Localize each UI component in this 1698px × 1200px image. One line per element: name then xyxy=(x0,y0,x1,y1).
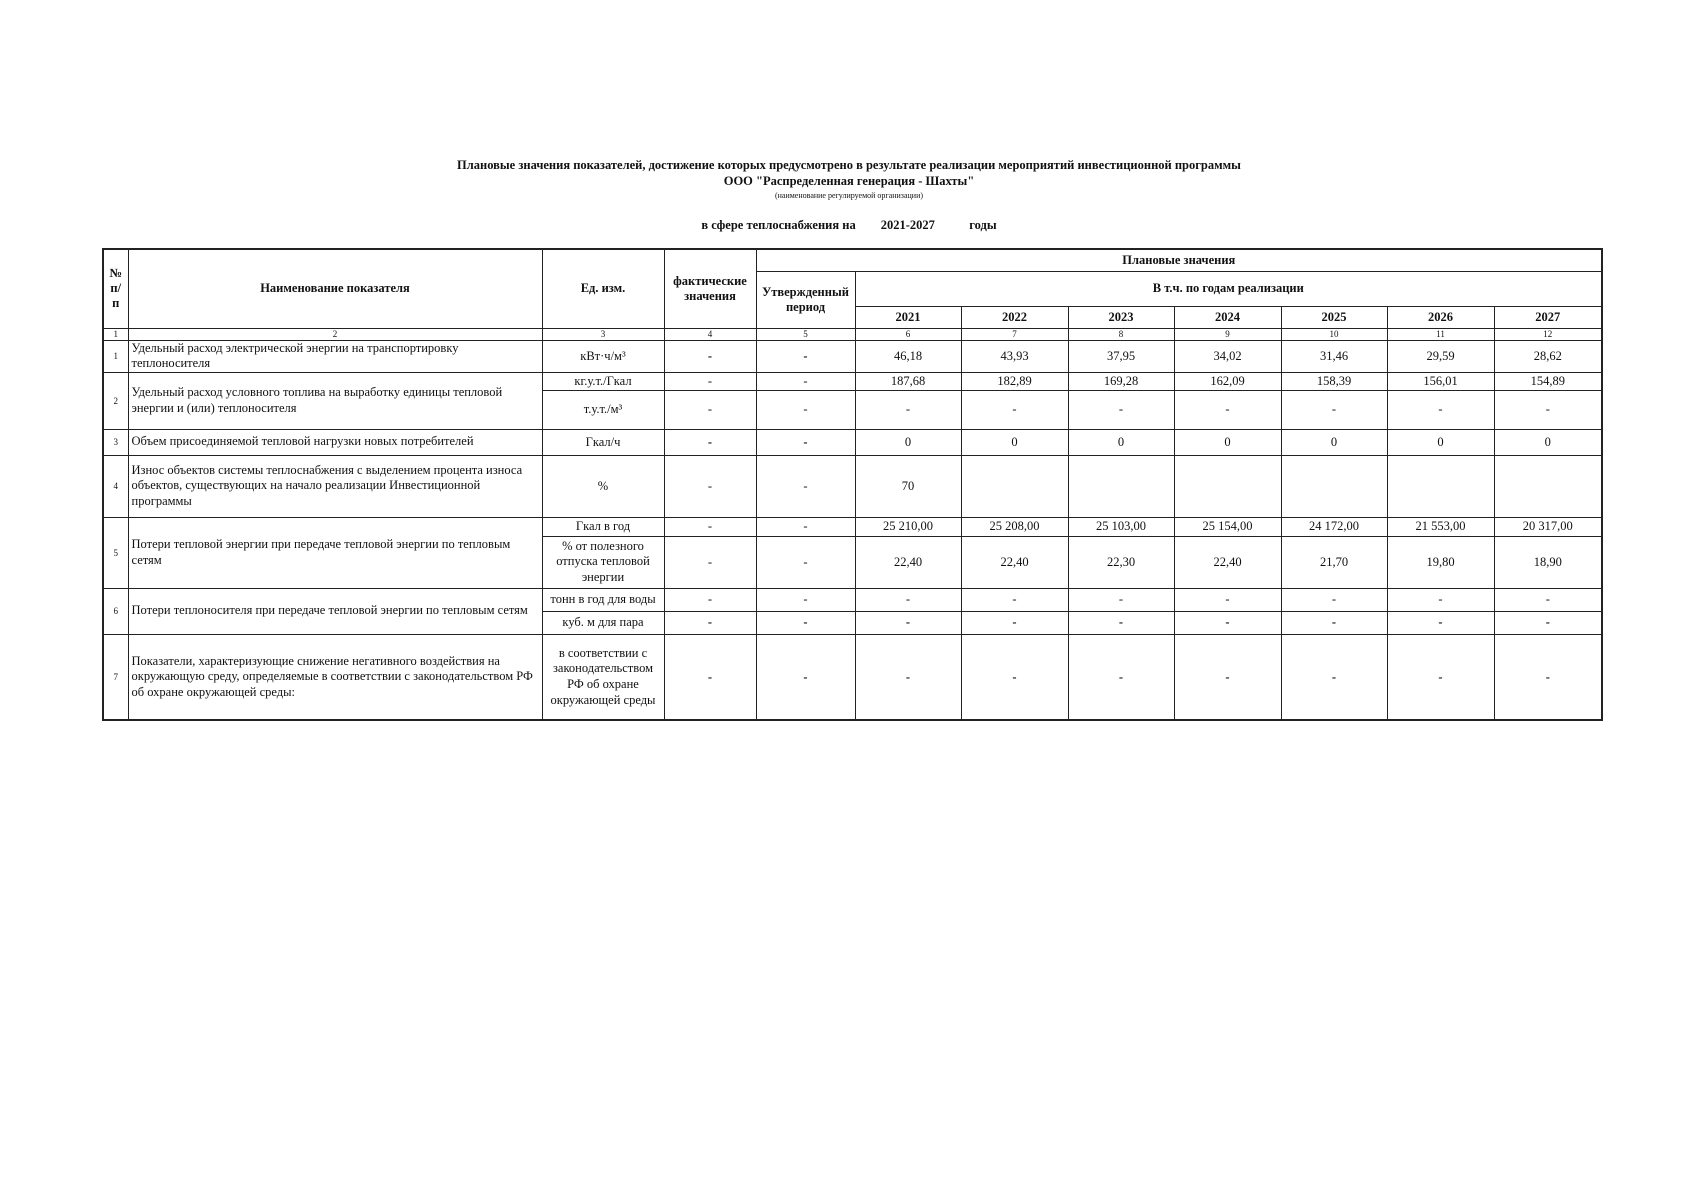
table-row xyxy=(103,372,1602,390)
year-value: 20 317,00 xyxy=(1494,517,1602,536)
year-value: 22,40 xyxy=(855,536,961,588)
approved-value: - xyxy=(756,340,855,372)
year-value: - xyxy=(1494,390,1602,429)
header-unit: Ед. изм. xyxy=(542,249,664,328)
period-value: 2021-2027 xyxy=(880,218,935,232)
year-value: - xyxy=(1494,634,1602,720)
years-word: годы xyxy=(969,218,997,232)
approved-value: - xyxy=(756,372,855,390)
year-value: 70 xyxy=(855,455,961,517)
year-value: 21 553,00 xyxy=(1387,517,1494,536)
organization-name: ООО "Распределенная генерация - Шахты" xyxy=(723,174,975,188)
actual-value: - xyxy=(664,611,756,634)
year-value: 21,70 xyxy=(1281,536,1387,588)
indicator-name: Показатели, характеризующие снижение негативного воздействия на окружающую среду, определяемые в соответствии с законодательством РФ об охране окружающей среды: xyxy=(128,634,542,720)
year-value xyxy=(1387,455,1494,517)
col-number: 10 xyxy=(1281,328,1387,340)
row-number: 5 xyxy=(103,517,128,588)
year-value: 182,89 xyxy=(961,372,1068,390)
actual-value: - xyxy=(664,634,756,720)
unit: Гкал в год xyxy=(542,517,664,536)
unit: % xyxy=(542,455,664,517)
year-header: 2022 xyxy=(961,306,1068,328)
approved-value: - xyxy=(756,634,855,720)
year-value: 43,93 xyxy=(961,340,1068,372)
year-value: - xyxy=(1068,634,1174,720)
year-value: - xyxy=(855,634,961,720)
unit: % от полезного отпуска тепловой энергии xyxy=(542,536,664,588)
header-planned: Плановые значения xyxy=(756,249,1602,271)
row-number: 7 xyxy=(103,634,128,720)
year-value: - xyxy=(1068,588,1174,611)
year-value: - xyxy=(1281,634,1387,720)
year-value: 25 210,00 xyxy=(855,517,961,536)
year-value xyxy=(1174,455,1281,517)
year-value: 0 xyxy=(1068,429,1174,455)
year-value xyxy=(1281,455,1387,517)
unit: кВт·ч/м³ xyxy=(542,340,664,372)
row-number: 4 xyxy=(103,455,128,517)
col-number: 9 xyxy=(1174,328,1281,340)
unit: в соответствии с законодательством РФ об охране окружающей среды xyxy=(542,634,664,720)
year-value: - xyxy=(961,390,1068,429)
year-header: 2024 xyxy=(1174,306,1281,328)
year-value: 22,30 xyxy=(1068,536,1174,588)
year-value: 29,59 xyxy=(1387,340,1494,372)
year-value: 28,62 xyxy=(1494,340,1602,372)
year-value: 158,39 xyxy=(1281,372,1387,390)
indicator-name: Износ объектов системы теплоснабжения с выделением процента износа объектов, существующих на начало реализации Инвестиционной программы xyxy=(128,455,542,517)
organization-caption: (наименование регулируемой организации) xyxy=(774,191,924,200)
year-header: 2025 xyxy=(1281,306,1387,328)
table-row xyxy=(103,455,1602,517)
year-value: - xyxy=(855,390,961,429)
actual-value: - xyxy=(664,372,756,390)
year-value: 25 103,00 xyxy=(1068,517,1174,536)
year-value: 0 xyxy=(1174,429,1281,455)
year-value: - xyxy=(1174,390,1281,429)
approved-value: - xyxy=(756,536,855,588)
unit: куб. м для пара xyxy=(542,611,664,634)
year-value: 162,09 xyxy=(1174,372,1281,390)
row-number: 3 xyxy=(103,429,128,455)
year-value: - xyxy=(1174,588,1281,611)
row-number: 6 xyxy=(103,588,128,634)
approved-value: - xyxy=(756,611,855,634)
year-value: 18,90 xyxy=(1494,536,1602,588)
approved-value: - xyxy=(756,588,855,611)
table-row xyxy=(103,634,1602,720)
year-value: - xyxy=(1387,611,1494,634)
table-row xyxy=(103,588,1602,611)
header-approved: Утвержденный период xyxy=(756,271,855,328)
year-value: 169,28 xyxy=(1068,372,1174,390)
year-value: - xyxy=(1387,390,1494,429)
year-value: - xyxy=(1494,588,1602,611)
col-number: 12 xyxy=(1494,328,1602,340)
year-header: 2021 xyxy=(855,306,961,328)
col-number: 7 xyxy=(961,328,1068,340)
year-value: 37,95 xyxy=(1068,340,1174,372)
row-number: 2 xyxy=(103,372,128,429)
year-value: 0 xyxy=(855,429,961,455)
col-number: 8 xyxy=(1068,328,1174,340)
header-name: Наименование показателя xyxy=(128,249,542,328)
approved-value: - xyxy=(756,429,855,455)
year-value: 0 xyxy=(1281,429,1387,455)
year-value: - xyxy=(1387,588,1494,611)
header-by-years: В т.ч. по годам реализации xyxy=(855,271,1602,306)
year-value: - xyxy=(961,588,1068,611)
year-value xyxy=(1068,455,1174,517)
year-value: - xyxy=(855,611,961,634)
year-value: 154,89 xyxy=(1494,372,1602,390)
year-value: - xyxy=(1281,588,1387,611)
actual-value: - xyxy=(664,536,756,588)
col-number: 4 xyxy=(664,328,756,340)
year-value: - xyxy=(961,611,1068,634)
indicator-name: Объем присоединяемой тепловой нагрузки новых потребителей xyxy=(128,429,542,455)
col-number: 2 xyxy=(128,328,542,340)
year-value xyxy=(1494,455,1602,517)
table-row xyxy=(103,429,1602,455)
year-value: - xyxy=(1174,634,1281,720)
year-value: - xyxy=(1068,390,1174,429)
year-value: 34,02 xyxy=(1174,340,1281,372)
approved-value: - xyxy=(756,390,855,429)
year-value xyxy=(961,455,1068,517)
approved-value: - xyxy=(756,455,855,517)
indicator-name: Потери теплоносителя при передаче тепловой энергии по тепловым сетям xyxy=(128,588,542,634)
period-line xyxy=(0,218,1698,233)
year-value: 24 172,00 xyxy=(1281,517,1387,536)
year-value: 22,40 xyxy=(961,536,1068,588)
table-row xyxy=(103,340,1602,372)
year-value: - xyxy=(1387,634,1494,720)
row-number: 1 xyxy=(103,340,128,372)
year-value: 0 xyxy=(1494,429,1602,455)
document-title-line1: Плановые значения показателей, достижение которых предусмотрено в результате реализации мероприятий инвестиционной программы xyxy=(457,158,1241,172)
actual-value: - xyxy=(664,588,756,611)
unit: тонн в год для воды xyxy=(542,588,664,611)
unit: Гкал/ч xyxy=(542,429,664,455)
year-header: 2026 xyxy=(1387,306,1494,328)
actual-value: - xyxy=(664,390,756,429)
year-value: 31,46 xyxy=(1281,340,1387,372)
year-value: 46,18 xyxy=(855,340,961,372)
table-row xyxy=(103,517,1602,536)
actual-value: - xyxy=(664,340,756,372)
year-value: 0 xyxy=(1387,429,1494,455)
actual-value: - xyxy=(664,455,756,517)
year-value: 156,01 xyxy=(1387,372,1494,390)
year-value: - xyxy=(1281,390,1387,429)
col-number: 5 xyxy=(756,328,855,340)
year-value: - xyxy=(1068,611,1174,634)
year-value: - xyxy=(855,588,961,611)
year-value: 0 xyxy=(961,429,1068,455)
col-number: 6 xyxy=(855,328,961,340)
column-numbers-row xyxy=(103,328,1602,340)
indicators-table xyxy=(102,248,1603,721)
unit: кг.у.т./Гкал xyxy=(542,372,664,390)
year-value: - xyxy=(1281,611,1387,634)
col-number: 1 xyxy=(103,328,128,340)
unit: т.у.т./м³ xyxy=(542,390,664,429)
indicator-name: Удельный расход электрической энергии на транспортировку теплоносителя xyxy=(128,340,542,372)
year-value: 25 154,00 xyxy=(1174,517,1281,536)
approved-value: - xyxy=(756,517,855,536)
col-number: 11 xyxy=(1387,328,1494,340)
year-value: - xyxy=(961,634,1068,720)
year-value: - xyxy=(1174,611,1281,634)
year-value: - xyxy=(1494,611,1602,634)
col-number: 3 xyxy=(542,328,664,340)
year-header: 2023 xyxy=(1068,306,1174,328)
header-num: № п/п xyxy=(103,249,128,328)
year-value: 187,68 xyxy=(855,372,961,390)
actual-value: - xyxy=(664,429,756,455)
indicator-name: Потери тепловой энергии при передаче тепловой энергии по тепловым сетям xyxy=(128,517,542,588)
header-actual: фактические значения xyxy=(664,249,756,328)
actual-value: - xyxy=(664,517,756,536)
indicator-name: Удельный расход условного топлива на выработку единицы тепловой энергии и (или) теплоносителя xyxy=(128,372,542,429)
sphere-label: в сфере теплоснабжения на xyxy=(701,218,856,232)
year-value: 22,40 xyxy=(1174,536,1281,588)
year-value: 19,80 xyxy=(1387,536,1494,588)
year-value: 25 208,00 xyxy=(961,517,1068,536)
year-header: 2027 xyxy=(1494,306,1602,328)
